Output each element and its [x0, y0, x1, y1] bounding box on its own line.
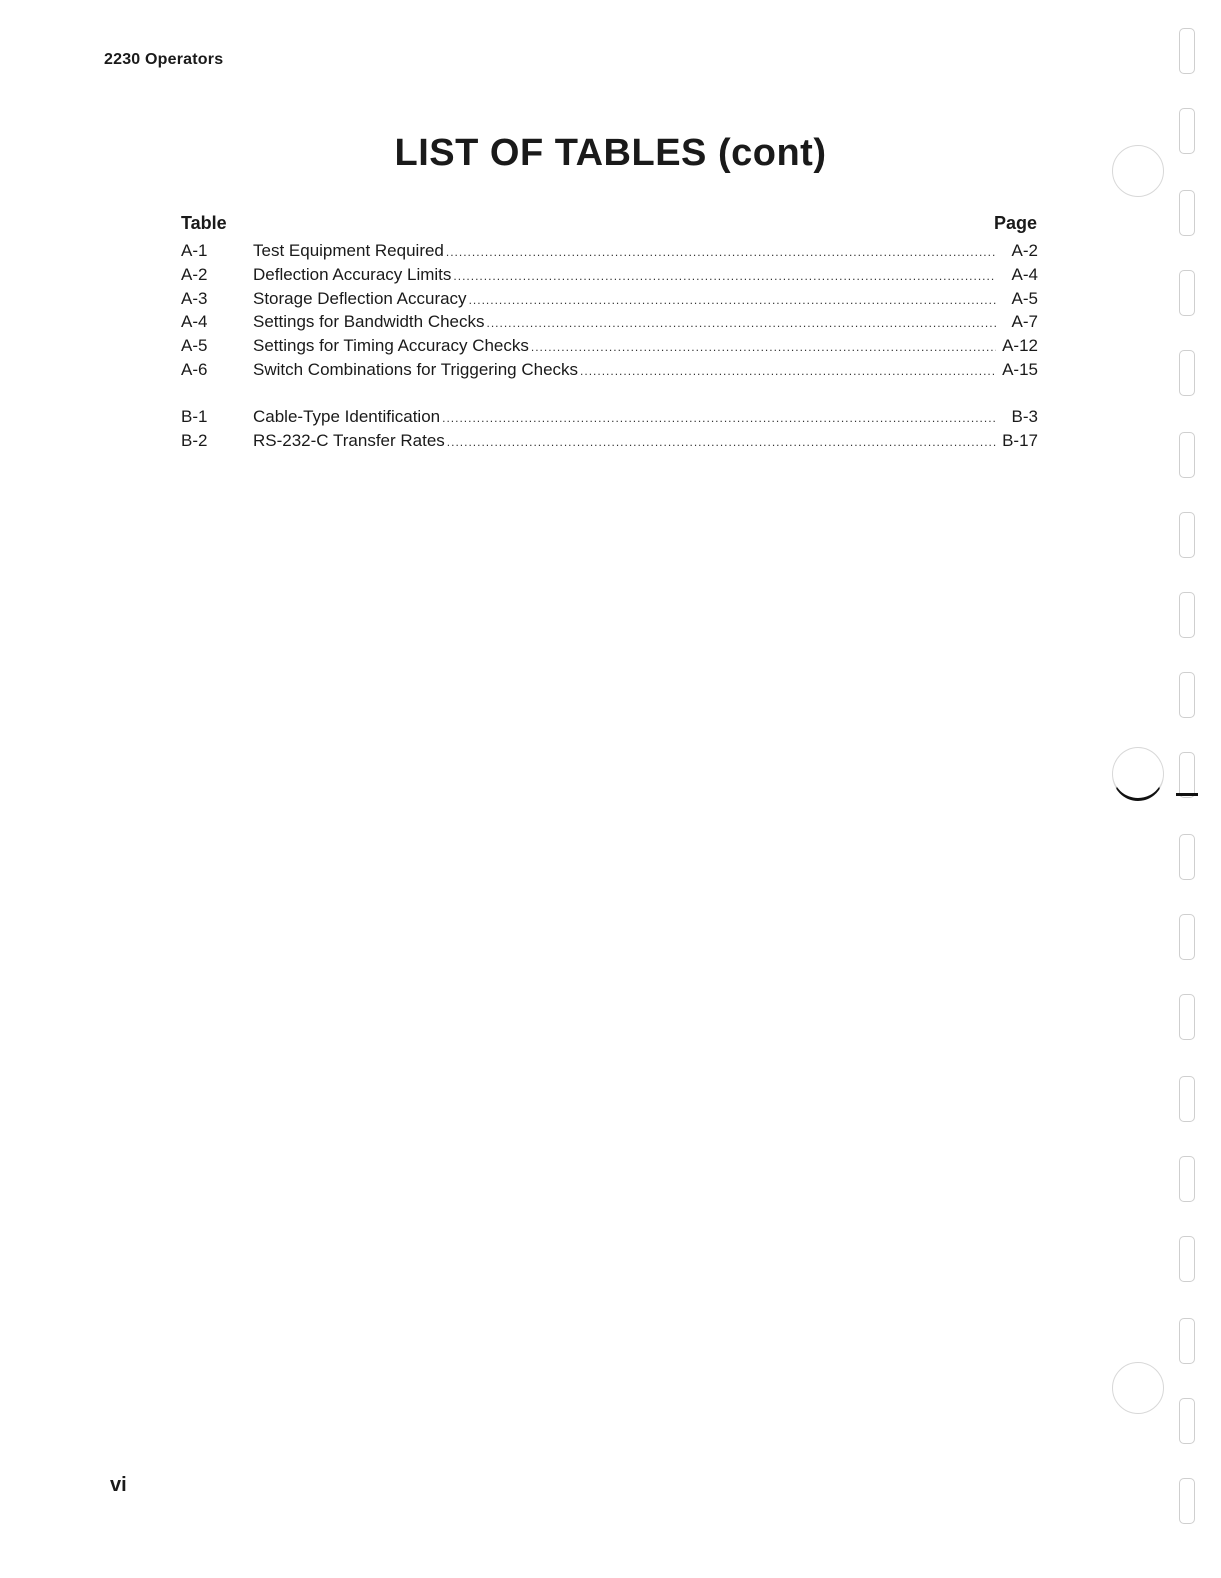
- table-number: A-2: [181, 264, 208, 284]
- list-item: [181, 265, 1038, 289]
- table-number: A-5: [181, 336, 208, 356]
- page-reference: B-17: [1002, 430, 1038, 450]
- table-number: A-6: [181, 359, 208, 379]
- table-title: Settings for Bandwidth Checks: [253, 312, 485, 332]
- table-number: A-1: [181, 241, 208, 260]
- binder-tab: [1179, 752, 1195, 798]
- binder-tab: [1179, 914, 1195, 960]
- punch-hole: [1112, 145, 1164, 197]
- page-reference: A-7: [1011, 312, 1038, 332]
- binder-tab: [1179, 28, 1195, 74]
- binder-strip: [1112, 0, 1221, 1578]
- dot-leader: [469, 293, 996, 307]
- binder-tab: [1179, 1076, 1195, 1122]
- binder-tab: [1179, 1478, 1195, 1524]
- list-item: [181, 407, 1038, 431]
- list-item: [181, 336, 1038, 360]
- dot-leader: [447, 435, 996, 449]
- binder-tab: [1179, 672, 1195, 718]
- page-reference: B-3: [1011, 406, 1038, 426]
- dot-leader: [442, 411, 996, 425]
- table-title: Storage Deflection Accuracy: [253, 288, 467, 308]
- page-reference: A-4: [1011, 264, 1038, 284]
- dot-leader: [453, 269, 996, 283]
- dot-leader: [580, 364, 996, 378]
- binder-tab: [1179, 432, 1195, 478]
- page-reference: A-15: [1002, 359, 1038, 379]
- binder-mark: [1176, 793, 1198, 796]
- page-reference: A-2: [1011, 241, 1038, 260]
- running-header: 2230 Operators: [104, 51, 224, 68]
- punch-hole: [1112, 1362, 1164, 1414]
- binder-tab: [1179, 1318, 1195, 1364]
- binder-tab: [1179, 350, 1195, 396]
- table-title: Deflection Accuracy Limits: [253, 264, 452, 284]
- binder-tab: [1179, 108, 1195, 154]
- table-list: [181, 241, 1038, 454]
- binder-tab: [1179, 270, 1195, 316]
- table-number: A-4: [181, 312, 208, 332]
- list-item: [181, 431, 1038, 455]
- list-item: [181, 360, 1038, 384]
- column-header-page: Page: [993, 213, 1037, 233]
- binder-tab: [1179, 1398, 1195, 1444]
- table-number: B-1: [181, 406, 208, 426]
- binder-tab: [1179, 994, 1195, 1040]
- table-title: RS-232-C Transfer Rates: [253, 430, 445, 450]
- dot-leader: [487, 316, 996, 330]
- page-reference: A-5: [1011, 288, 1038, 308]
- page-title: LIST OF TABLES (cont): [394, 132, 827, 174]
- binder-tab: [1179, 592, 1195, 638]
- list-item: [181, 289, 1038, 313]
- table-number: A-3: [181, 288, 208, 308]
- table-title: Switch Combinations for Triggering Checks: [253, 359, 579, 379]
- dot-leader: [446, 245, 996, 259]
- table-title: Test Equipment Required: [253, 241, 444, 260]
- table-number: B-2: [181, 430, 208, 450]
- table-title: Settings for Timing Accuracy Checks: [253, 336, 529, 356]
- punch-hole: [1112, 747, 1164, 801]
- page-folio: vi: [110, 1474, 127, 1496]
- binder-tab: [1179, 190, 1195, 236]
- dot-leader: [531, 340, 996, 354]
- binder-tab: [1179, 1156, 1195, 1202]
- binder-tab: [1179, 512, 1195, 558]
- binder-tab: [1179, 1236, 1195, 1282]
- list-item: [181, 241, 1038, 265]
- column-header-table: Table: [181, 213, 227, 233]
- binder-tab: [1179, 834, 1195, 880]
- list-item: [181, 312, 1038, 336]
- table-title: Cable-Type Identification: [253, 406, 441, 426]
- page-reference: A-12: [1002, 336, 1038, 356]
